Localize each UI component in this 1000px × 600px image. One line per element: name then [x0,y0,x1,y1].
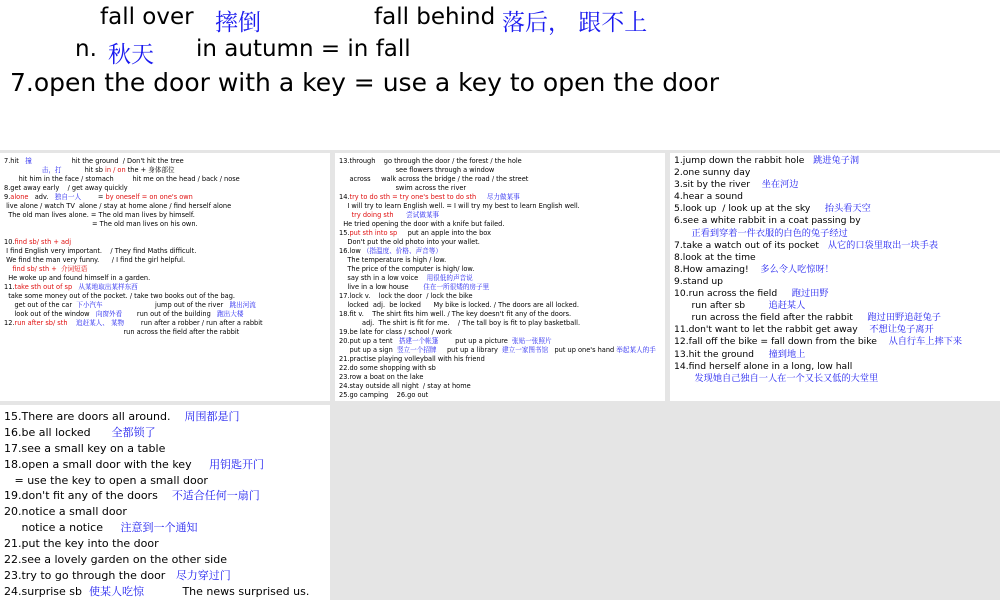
text-segment: 8.How amazing! [674,263,761,275]
text-segment: = use the key to open a small door [4,473,208,487]
text-line [4,229,330,238]
text-segment: The temperature is high / low. [339,256,447,264]
text-line [339,247,665,256]
text-segment: adj. The shirt is fit for me. / The tall boy is fit to play basketball. [339,319,581,327]
text-line [674,349,1000,361]
chinese-gloss: 击，打 [41,166,62,174]
chinese-gloss: 跑过田野追赶兔子 [867,312,941,324]
text-segment: 6.see a white rabbit in a coat passing by [674,215,861,227]
text-line [339,373,665,382]
text-line [339,364,665,373]
text-line [4,202,330,211]
text-segment: I find English very important. / They find Maths difficult. [4,247,197,255]
text-line [339,391,665,400]
key-phrase: find sb/ sth + 介词短语 [12,265,88,273]
chinese-gloss: 多么令人吃惊呀！ [760,263,834,275]
chinese-gloss: 发现她自己独自一人在一个又长又低的大堂里 [694,372,879,384]
text-segment: 14.find herself alone in a long, low hall [674,360,853,372]
phrase-fall-over: fall over [100,4,194,30]
text-line [4,488,330,504]
text-line [674,228,1000,240]
text-line [4,568,330,584]
text-segment: put up a picture [438,337,513,345]
text-line [4,328,330,337]
text-line [674,288,1000,300]
slide-thumbnail-notes-13-26[interactable] [335,153,665,401]
text-segment: 12. [4,319,15,327]
text-segment: 9.stand up [674,275,724,287]
text-segment: 1.jump down the rabbit hole [674,155,814,166]
text-segment: 22.do some shopping with sb [339,364,436,372]
text-line [674,324,1000,336]
text-segment: notice a notice [4,521,121,535]
text-line [4,247,330,256]
text-segment: jump out of the river [102,301,230,309]
text-segment: run after sb [674,300,769,312]
chinese-gloss: 坐在河边 [761,179,799,191]
text-line [4,552,330,568]
text-segment: 10. [4,238,15,246]
text-segment: 11.don't want to let the rabbit get away [674,324,870,336]
text-segment [394,211,407,219]
text-line [339,220,665,229]
text-line [4,184,330,193]
chinese-gloss: 撞 [25,157,32,165]
chinese-gloss: 追赶某人 [768,300,806,312]
text-segment: 15. [339,229,350,237]
text-segment: take some money out of the pocket. / take two books out of the bag. [4,292,235,300]
text-line [339,310,665,319]
text-line [4,292,330,301]
text-segment [674,228,692,239]
text-line [4,441,330,457]
text-line [4,238,330,247]
text-segment: hit sb [61,166,105,174]
chinese-gloss: 竖立一个招牌 [396,346,437,354]
text-segment: 9. [4,193,11,201]
notes-text [335,153,665,400]
text-segment: 8.look at the time [674,251,756,263]
text-segment: 19.be late for class / school / work [339,328,452,336]
text-line [674,276,1000,288]
text-line [674,361,1000,373]
text-segment: The news surprised us. [143,584,310,598]
text-segment: see flowers through a window [339,166,495,174]
text-line [339,382,665,391]
text-segment: 17.see a small key on a table [4,441,166,455]
text-line [4,409,330,425]
text-line [4,301,330,310]
text-segment: 24.stay outside all night / stay at home [339,382,471,390]
phrase-fall-over-cn: 摔倒 [215,10,261,36]
text-segment: look out of the window [4,310,96,318]
text-segment: run after a robber / run after a rabbit [124,319,263,327]
text-segment: hit him in the face / stomach hit me on the head / back / nose [4,175,240,183]
text-segment: The old man lives alone. = The old man lives by himself. [4,211,195,219]
text-line [339,166,665,175]
text-segment: put up one's hand [548,346,617,354]
chinese-gloss: 用很低的声音说 [426,274,473,282]
text-line [339,355,665,364]
text-segment: 23.row a boat on the lake [339,373,424,381]
text-line [4,175,330,184]
chinese-gloss: 搭建一个帐篷 [398,337,439,345]
text-segment [476,193,486,201]
chinese-gloss: 用钥匙开门 [209,457,265,471]
key-phrase: put sth into sp [349,229,398,237]
text-segment: We find the man very funny. / I find the girl helpful. [4,256,186,264]
text-segment: the + 身体部位 [125,166,175,174]
chinese-gloss: 全都锁了 [111,425,156,439]
text-line [4,265,330,274]
text-line [339,274,665,283]
text-segment: locked adj. be locked My bike is locked. / The doors are all locked. [339,301,579,309]
text-line [4,504,330,520]
text-segment: put up a sign [339,346,397,354]
chinese-gloss: 跑过田野 [791,288,829,300]
text-segment: 18.fit v. The shirt fits him well. / The key doesn't fit any of the doors. [339,310,572,318]
text-segment: get out of the car [4,301,77,309]
chinese-gloss: 张贴一张照片 [512,337,552,345]
slide-thumbnail-phrases-1-14[interactable] [670,153,1000,401]
text-line [4,220,330,229]
text-line [674,191,1000,203]
text-segment: 20.put up a tent [339,337,399,345]
key-phrase: try to do sth = try one's best to do sth [349,193,477,201]
notes-text [0,153,330,337]
text-segment [339,211,352,219]
noun-label: n. [75,36,97,62]
key-phrase: find sb/ sth + adj [14,238,72,246]
key-phrase: run after sb/ sth [14,319,68,327]
text-line [4,310,330,319]
text-segment: 8.get away early / get away quickly [4,184,128,192]
phrase-in-autumn: in autumn = in fall [196,36,411,62]
text-line [674,215,1000,227]
slide-thumbnail-phrases-15-24[interactable] [0,405,330,600]
text-segment [674,373,694,384]
chinese-gloss: 住在一所很矮的房子里 [423,283,490,291]
chinese-gloss: 使某人吃惊 [88,584,144,598]
key-phrase: alone [10,193,29,201]
text-segment: 7.hit [4,157,26,165]
chinese-gloss: 从自行车上摔下来 [888,336,963,348]
text-segment: 20.notice a small door [4,505,127,519]
text-segment: live alone / watch TV alone / stay at home alone / find herself alone [4,202,232,210]
text-segment: 18.open a small door with the key [4,457,210,471]
text-line [339,292,665,301]
text-line [674,155,1000,167]
slide-header [0,0,1000,150]
text-line [674,240,1000,252]
text-line [4,211,330,220]
text-segment: across walk across the bridge / the road / the street [339,175,529,183]
text-line [339,157,665,166]
text-segment: run out of the building [122,310,218,318]
text-segment: Don't put the old photo into your wallet. [339,238,480,246]
text-segment: 15.There are doors all around. [4,410,185,423]
text-segment: 17.lock v. lock the door / lock the bike [339,292,473,300]
text-line [4,584,330,600]
text-segment [68,319,76,327]
text-segment: He woke up and found himself in a garden. [4,274,151,282]
text-segment: = [81,193,106,201]
phrase-fall-behind-cn: 落后， 跟不上 [502,10,648,36]
text-segment: The price of the computer is high/ low. [339,265,475,273]
text-line [4,193,330,202]
chinese-gloss: 下小汽车 [76,301,103,309]
text-segment: 16.low [339,247,363,255]
chinese-gloss: 不想让兔子离开 [869,324,934,336]
text-segment: = The old man lives on his own. [4,220,198,228]
phrase-list [670,153,1000,385]
text-segment: run across the field after the rabbit [674,312,868,324]
key-phrase: take sth out of sp [14,283,73,291]
text-segment: 3.sit by the river [674,179,762,191]
chinese-gloss: 正看到穿着一件衣服的白色的兔子经过 [691,227,848,239]
text-line [339,301,665,310]
chinese-gloss: （指温度、价格、声音等） [362,247,442,255]
text-segment: 12.fall off the bike = fall down from the bike [674,336,889,348]
text-line [4,425,330,441]
text-segment: 16.be all locked [4,425,112,439]
text-segment: say sth in a low voice [339,274,427,282]
text-segment: 21.put the key into the door [4,537,159,551]
text-line [4,520,330,536]
chinese-gloss: 尝试做某事 [406,211,440,219]
chinese-gloss: 从某地取出某样东西 [78,283,138,291]
text-line [339,211,665,220]
text-line [4,283,330,292]
chinese-gloss: 不适合任何一扇门 [171,489,260,503]
text-line [4,157,330,166]
autumn-cn: 秋天 [108,42,154,68]
chinese-gloss: 注意到一个通知 [120,521,198,535]
text-line [674,264,1000,276]
text-line [339,337,665,346]
text-segment: put an apple into the box [397,229,492,237]
text-segment: He tried opening the door with a knife but failed. [339,220,505,228]
text-line [339,184,665,193]
text-segment: 11. [4,283,15,291]
text-segment: run across the field after the rabbit [4,328,240,336]
text-segment: 24.surprise sb [4,584,89,598]
slide-thumbnail-notes-7-12[interactable] [0,153,330,401]
chinese-gloss: 尽力做某事 [486,193,520,201]
text-segment: live in a low house [339,283,424,291]
text-line [674,179,1000,191]
text-segment [4,166,42,174]
chinese-gloss: 举起某人的手 [616,346,656,354]
text-line [339,283,665,292]
text-segment: swim across the river [339,184,467,192]
key-phrase: in / on [104,166,126,174]
key-phrase: by oneself = on one's own [105,193,193,201]
text-line [4,256,330,265]
text-segment: I will try to learn English well. = I will try my best to learn English well. [339,202,580,210]
text-line [339,238,665,247]
text-segment: put up a library [436,346,503,354]
text-segment: 14. [339,193,350,201]
text-segment: 7.take a watch out of its pocket [674,239,828,251]
chinese-gloss: 跳出河流 [229,301,256,309]
chinese-gloss: 从它的口袋里取出一块手表 [827,239,939,251]
chinese-gloss: 追赶某人、 某物 [75,319,125,327]
text-line [4,536,330,552]
text-line [4,457,330,473]
chinese-gloss: 跳进兔子洞 [813,155,860,166]
text-line [4,166,330,175]
text-segment: 23.try to go through the door [4,568,176,582]
chinese-gloss: 向窗外看 [95,310,123,318]
text-segment: hit the ground / Don't hit the tree [31,157,184,165]
text-segment: adv. [28,193,55,201]
text-segment: 22.see a lovely garden on the other side [4,553,227,567]
text-line [4,274,330,283]
text-line [339,265,665,274]
chinese-gloss: 抬头看天空 [824,203,871,215]
text-segment: 5.look up / look up at the sky [674,203,825,215]
text-line [674,203,1000,215]
item-7-phrase: 7.open the door with a key = use a key to open the door [10,68,719,97]
text-line [674,300,1000,312]
text-line [674,167,1000,179]
text-segment: 4.hear a sound [674,191,744,203]
phrase-list [0,405,330,600]
text-segment: 13.through go through the door / the forest / the hole [339,157,522,165]
chinese-gloss: 跑出大楼 [217,310,244,318]
text-line [674,252,1000,264]
text-line [674,312,1000,324]
chinese-gloss: 撞到地上 [768,348,806,360]
chinese-gloss: 周围都是门 [184,410,240,423]
text-line [674,373,1000,385]
chinese-gloss: 独自一人 [54,193,82,201]
text-line [339,346,665,355]
text-segment: 10.run across the field [674,288,792,300]
chinese-gloss: 建立一家图书馆 [502,346,549,354]
chinese-gloss: 尽力穿过门 [175,568,231,582]
text-segment: 25.go camping 26.go out [339,391,429,399]
text-line [4,473,330,489]
text-segment: 13.hit the ground [674,348,769,360]
text-line [674,336,1000,348]
text-line [339,175,665,184]
text-line [4,319,330,328]
text-line [339,229,665,238]
text-line [339,328,665,337]
phrase-fall-behind: fall behind [374,4,496,30]
key-phrase: try doing sth [351,211,394,219]
text-segment: 19.don't fit any of the doors [4,489,172,503]
text-line [339,202,665,211]
text-segment: 21.practise playing volleyball with his friend [339,355,485,363]
text-line [339,256,665,265]
text-line [339,319,665,328]
text-segment: 2.one sunny day [674,167,751,179]
text-line [339,193,665,202]
